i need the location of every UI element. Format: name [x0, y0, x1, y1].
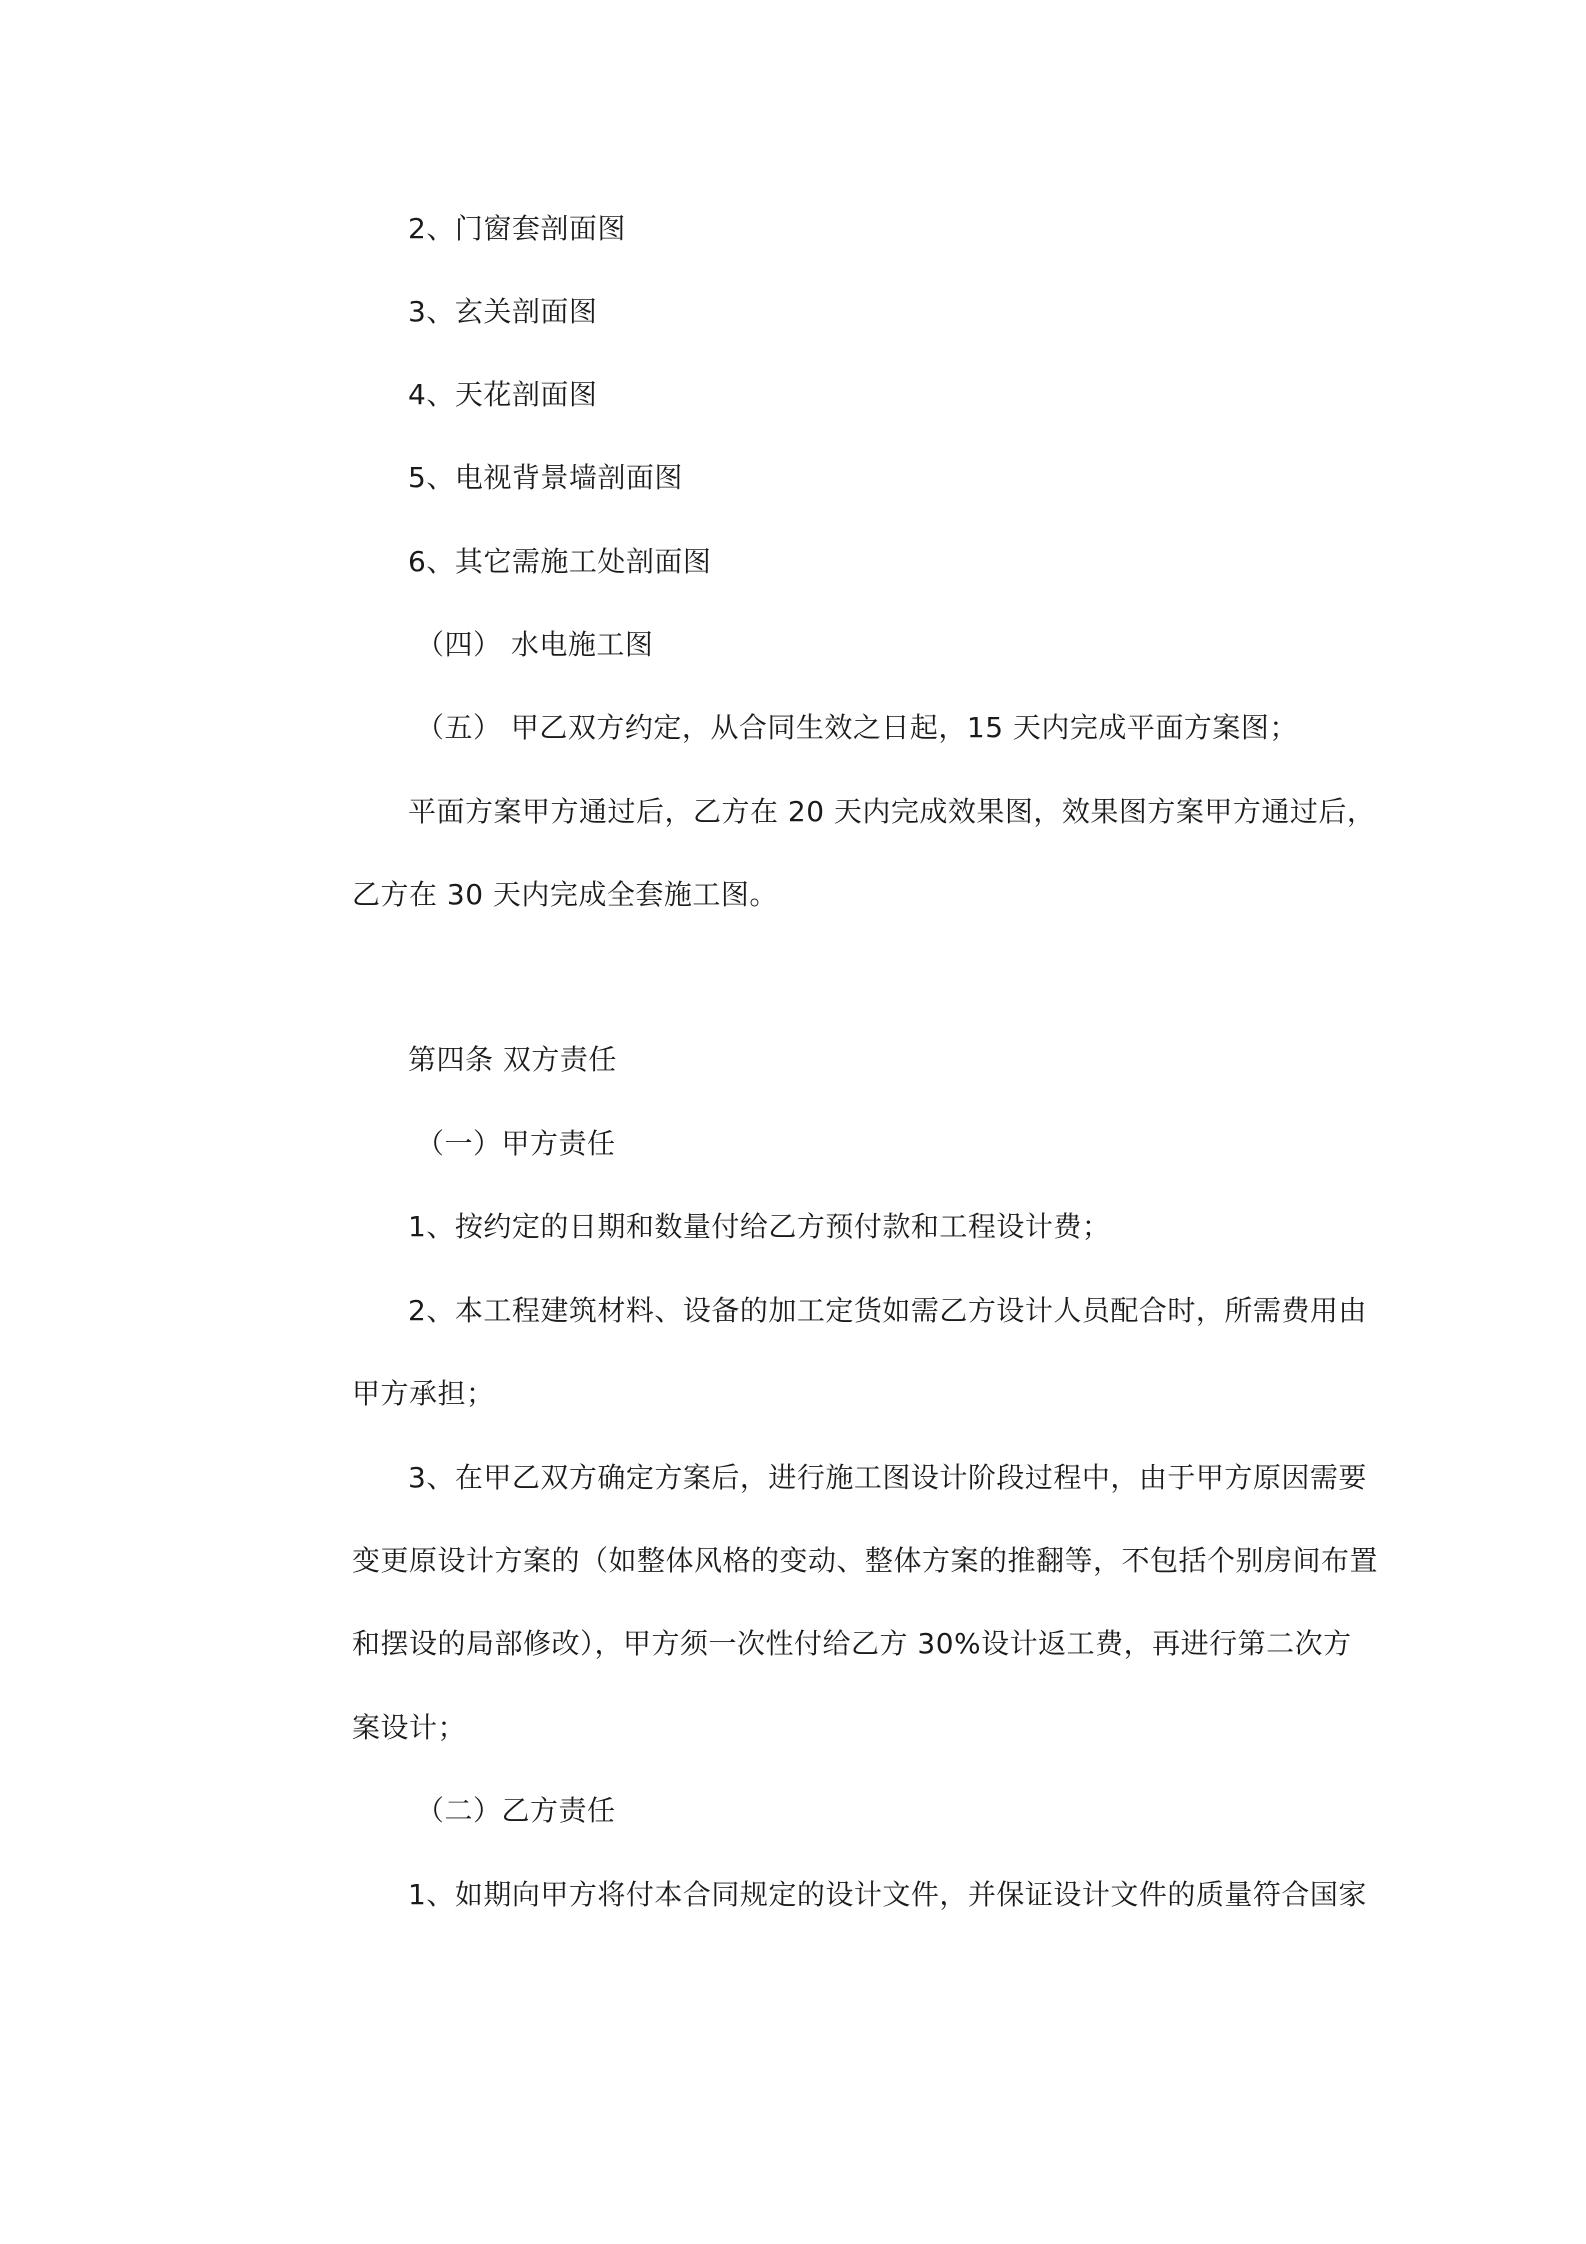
- list-item-tv-wall-section: 5、电视背景墙剖面图: [408, 461, 683, 494]
- party-a-heading: （一）甲方责任: [416, 1127, 616, 1160]
- paragraph-line: 甲方承担；: [352, 1377, 495, 1410]
- list-item-other-section: 6、其它需施工处剖面图: [408, 545, 712, 578]
- party-a-item-1: 1、按约定的日期和数量付给乙方预付款和工程设计费；: [408, 1210, 1111, 1243]
- list-item-door-window-section: 2、门窗套剖面图: [408, 212, 626, 245]
- list-item-entrance-section: 3、玄关剖面图: [408, 295, 598, 328]
- paragraph-line: 变更原设计方案的（如整体风格的变动、整体方案的推翻等，不包括个别房间布置: [352, 1544, 1379, 1577]
- item-four-plumbing-electrical: （四） 水电施工图: [416, 628, 654, 661]
- article-four-heading: 第四条 双方责任: [408, 1043, 617, 1076]
- party-a-item-2: 2、本工程建筑材料、设备的加工定货如需乙方设计人员配合时，所需费用由: [408, 1294, 1367, 1327]
- party-b-item-1: 1、如期向甲方将付本合同规定的设计文件，并保证设计文件的质量符合国家: [408, 1878, 1367, 1911]
- party-b-heading: （二）乙方责任: [416, 1794, 616, 1827]
- paragraph-line: 案设计；: [352, 1711, 467, 1744]
- list-item-ceiling-section: 4、天花剖面图: [408, 378, 598, 411]
- paragraph-line: 乙方在 30 天内完成全套施工图。: [352, 878, 778, 911]
- paragraph-line: 平面方案甲方通过后，乙方在 20 天内完成效果图，效果图方案甲方通过后，: [408, 795, 1376, 828]
- paragraph-line: 和摆设的局部修改），甲方须一次性付给乙方 30%设计返工费，再进行第二次方: [352, 1627, 1352, 1660]
- party-a-item-3: 3、在甲乙双方确定方案后，进行施工图设计阶段过程中，由于甲方原因需要: [408, 1461, 1367, 1494]
- item-five-agreement: （五） 甲乙双方约定，从合同生效之日起，15 天内完成平面方案图；: [416, 711, 1298, 744]
